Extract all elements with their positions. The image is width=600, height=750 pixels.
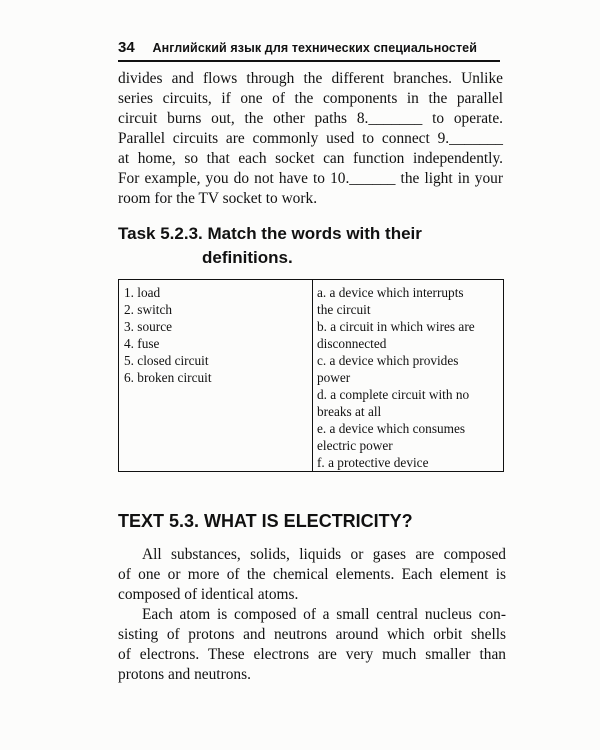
definition-line: disconnected — [317, 336, 387, 351]
definitions-column — [313, 280, 503, 471]
paragraph-line: protons and neutrons. — [118, 666, 251, 683]
definition-line: a. a device which interrupts — [317, 285, 464, 300]
intro-paragraph — [118, 69, 503, 209]
definition-line: b. a circuit in which wires are — [317, 319, 475, 334]
paragraph-line: Each atom is composed of a small central nucleus con- — [142, 606, 506, 623]
definition-line: d. a complete circuit with no — [317, 387, 470, 402]
paragraph-line: Parallel circuits are commonly used to connect 9._______ — [118, 130, 503, 147]
paragraph-line: divides and flows through the different branches. Unlike — [118, 70, 503, 87]
word-item: 1. load — [124, 285, 161, 300]
definition-line: the circuit — [317, 302, 371, 317]
task-heading-line-2: definitions. — [202, 248, 293, 267]
definition-line: breaks at all — [317, 404, 382, 419]
paragraph-line: at home, so that each socket can function independently. — [118, 150, 503, 167]
word-item: 5. closed circuit — [124, 353, 209, 368]
paragraph-line: sisting of protons and neutrons around which orbit shells — [118, 626, 506, 643]
matching-table — [118, 279, 504, 472]
paragraph-line: of one or more of the chemical elements. Each element is — [118, 566, 506, 583]
task-heading-line-1: Task 5.2.3. Match the words with their — [118, 224, 422, 243]
text-paragraph-2 — [118, 605, 506, 685]
task-heading — [118, 222, 498, 270]
definition-line: f. a protective device — [317, 455, 429, 470]
paragraph-line: For example, you do not have to 10.______ the light in your — [118, 170, 503, 187]
page-number: 34 — [118, 39, 135, 56]
word-item: 6. broken circuit — [124, 370, 212, 385]
paragraph-line: All substances, solids, liquids or gases are composed — [142, 546, 506, 563]
text-paragraph-1 — [118, 545, 506, 605]
paragraph-line: of electrons. These electrons are very much smaller than — [118, 646, 506, 663]
text-heading: TEXT 5.3. WHAT IS ELECTRICITY? — [118, 511, 413, 531]
word-item: 4. fuse — [124, 336, 160, 351]
paragraph-line: room for the TV socket to work. — [118, 190, 318, 207]
definition-line: electric power — [317, 438, 393, 453]
word-item: 2. switch — [124, 302, 173, 317]
words-column — [119, 280, 313, 471]
definition-line: c. a device which provides — [317, 353, 459, 368]
paragraph-line: composed of identical atoms. — [118, 586, 299, 603]
definition-line: e. a device which consumes — [317, 421, 466, 436]
book-title: Английский язык для технических специальностей — [152, 41, 478, 55]
page-header — [118, 38, 500, 62]
definition-line: power — [317, 370, 351, 385]
paragraph-line: series circuits, if one of the components in the parallel — [118, 90, 503, 107]
word-item: 3. source — [124, 319, 172, 334]
paragraph-line: circuit burns out, the other paths 8._______ to operate. — [118, 110, 503, 127]
